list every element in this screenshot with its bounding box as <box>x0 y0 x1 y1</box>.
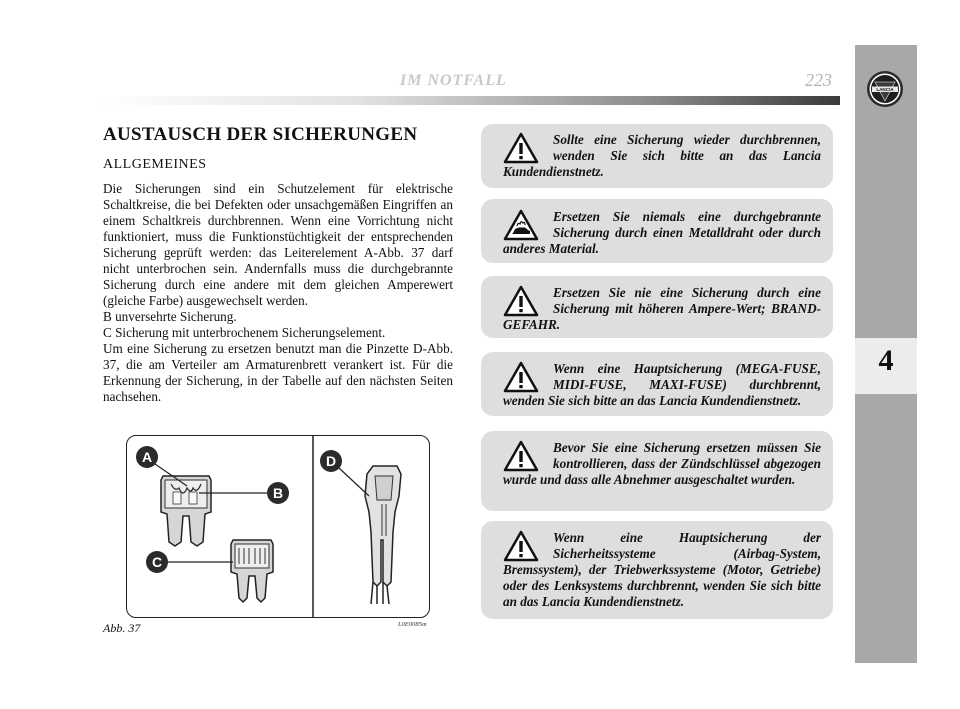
figure-caption: Abb. 37 <box>103 621 141 635</box>
warning-triangle-icon <box>503 132 539 164</box>
figure-code: L0E0085m <box>398 621 427 628</box>
lancia-logo-icon <box>866 70 904 108</box>
header-rule <box>100 96 840 105</box>
svg-text:C: C <box>151 554 163 570</box>
warning-text: Bevor Sie eine Sicherung ersetzen müssen Sie kontrollieren, dass der Zündschlüssel abgezogen wurde und dass alle Abnehmer ausgeschaltet wurden. <box>503 440 821 487</box>
car-fire-warning-icon <box>503 209 539 241</box>
warning-triangle-icon <box>503 285 539 317</box>
warning-triangle-icon <box>503 440 539 472</box>
warning-triangle-icon <box>503 361 539 393</box>
fuse-pliers <box>365 466 401 604</box>
blown-fuse <box>231 540 273 602</box>
section-title: IM NOTFALL <box>400 72 507 89</box>
page-number: 223 <box>805 70 832 90</box>
chapter-number: 4 <box>878 344 894 377</box>
callout-b <box>267 482 289 504</box>
warning-text: Ersetzen Sie nie eine Sicherung durch eine Sicherung mit höheren Ampere-Wert; BRAND-GEFAHR. <box>503 285 821 332</box>
legend-item-b: B unversehrte Sicherung. <box>103 309 237 324</box>
svg-text:A: A <box>141 449 153 465</box>
fuse-figure <box>126 435 430 618</box>
section-subheading: ALLGEMEINES <box>103 157 207 172</box>
warning-triangle-icon <box>503 530 539 562</box>
paragraph: Die Sicherungen sind ein Schutzelement für elektrische Schaltkreise, die bei Defekten oder unsachgemäßen Eingriffen an einem Schaltkreis durchbrennen. Wenn eine Vorrichtung nicht funktioniert, muss die Funktionstüchtigkeit der entsprechenden Sicherung geprüft werden: das Leiterelement A-Abb. 37 darf nicht unterbrochen sein. Andernfalls muss die durchgebrannte Sicherung durch eine andere mit dem gleichen Amperewert (gleiche Farbe) ausgewechselt werden. <box>103 181 453 308</box>
warning-text: Ersetzen Sie niemals eine durchgebrannte Sicherung durch einen Metalldraht oder durch anderes Material. <box>503 209 821 256</box>
warning-text: Sollte eine Sicherung wieder durchbrennen, wenden Sie sich bitte an das Lancia Kundendienstnetz. <box>503 132 821 179</box>
callout-c <box>146 551 168 573</box>
callout-a <box>136 446 158 468</box>
callout-d <box>320 450 342 472</box>
warning-box <box>481 352 833 416</box>
legend-item-c: C Sicherung mit unterbrochenem Sicherungselement. <box>103 325 386 340</box>
fuse-illustration <box>127 436 430 618</box>
svg-text:D: D <box>325 453 337 469</box>
body-text <box>103 181 453 405</box>
logo-lettering: LANCIA <box>876 87 894 92</box>
warning-box <box>481 276 833 338</box>
intact-fuse <box>161 476 211 546</box>
warning-text: Wenn eine Hauptsicherung (MEGA-FUSE, MIDI-FUSE, MAXI-FUSE) durchbrennt, wenden Sie sich bitte an das Lancia Kundendienstnetz. <box>503 361 821 408</box>
warning-box <box>481 199 833 263</box>
page-heading: AUSTAUSCH DER SICHERUNGEN <box>103 124 418 145</box>
warning-text: Wenn eine Hauptsicherung der Sicherheitssysteme (Airbag-System, Bremssystem), der Triebwerkssysteme (Motor, Getriebe) oder des Lenksystems durchbrennt, wenden Sie sich bitte an das Lancia Kundendienstnetz. <box>503 530 821 609</box>
paragraph: Um eine Sicherung zu ersetzen benutzt man die Pinzette D-Abb. 37, die am Verteiler am Armaturenbrett verankert ist. Für die Erkennung der Sicherung, in der Tabelle auf den nächsten Seiten nachsehen. <box>103 341 453 404</box>
warning-box <box>481 521 833 619</box>
svg-text:B: B <box>272 485 284 501</box>
warning-box <box>481 124 833 188</box>
warning-box <box>481 431 833 511</box>
